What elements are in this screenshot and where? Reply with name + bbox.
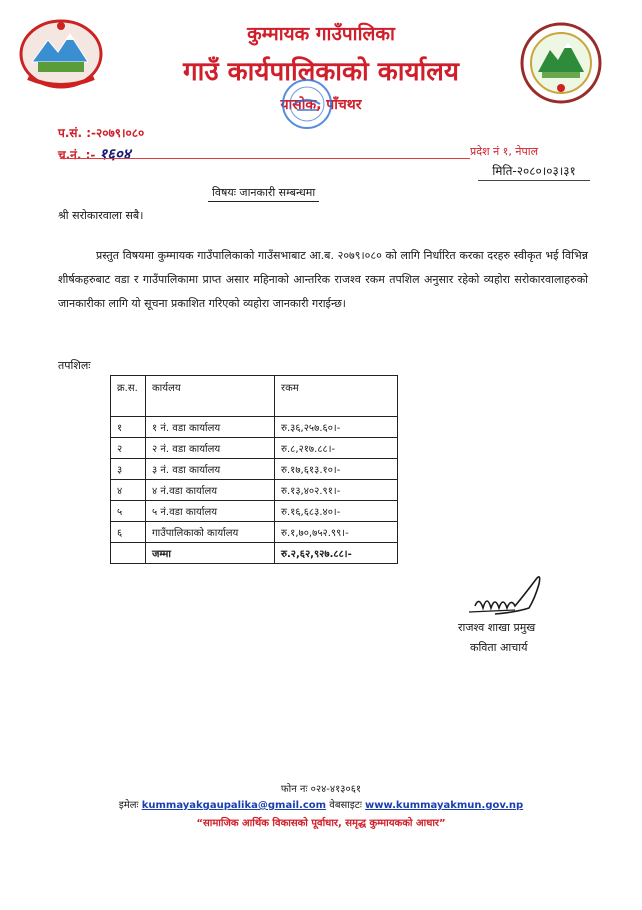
total-empty-cell (111, 543, 146, 564)
details-label: तपशिलः (58, 359, 91, 372)
serial-cell: ३ (111, 459, 146, 480)
footer-phone: फोन नः ०२४-४१३०६१ (280, 784, 362, 795)
column-header-serial: क्र.स. (111, 376, 146, 417)
office-cell: ३ नं. वडा कार्यालय (146, 459, 275, 480)
table-header-row (111, 376, 398, 417)
table-row (111, 459, 398, 480)
office-cell: १ नं. वडा कार्यालय (146, 417, 275, 438)
signatory-name: कविता आचार्य (470, 641, 528, 654)
letter-body: प्रस्तुत विषयमा कुम्मायक गाउँपालिकाको गाउँसभाबाट आ.ब. २०७९।०८० को लागि निर्धारित करका दरहरु स्वीकृत भई विभिन्न शीर्षकहरुबाट वडा र गाउँपालिकामा प्राप्त असार महिनाको आन्तरिक राजश्व रकम तपशिल अनुसार रहेको व्यहोरा सरोकारवालाहरुको जानकारीका लागि यो सूचना प्रकाशित गरिएको व्यहोरा जानकारी गराईन्छ। (58, 249, 588, 310)
signature-image (455, 572, 565, 622)
office-name: गाउँ कार्यपालिकाको कार्यालय (183, 57, 459, 87)
website-link[interactable]: www.kummayakmun.gov.np (365, 800, 524, 811)
serial-cell: १ (111, 417, 146, 438)
table-total-row (111, 543, 398, 564)
dispatch-label: च.नं. :- (58, 148, 96, 162)
serial-cell: ५ (111, 501, 146, 522)
letter-subject: विषयः जानकारी सम्बन्धमा (208, 185, 319, 202)
total-label-cell: जम्मा (146, 543, 275, 564)
signatory-title: राजश्व शाखा प्रमुख (458, 621, 536, 634)
revenue-table (110, 375, 398, 564)
amount-cell: रु.१६,६८३.४०।- (275, 501, 398, 522)
header-divider (60, 158, 470, 159)
email-link[interactable]: kummayakgaupalika@gmail.com (141, 800, 327, 811)
email-label: इमेलः (118, 800, 139, 811)
office-cell: गाउँपालिकाको कार्यालय (146, 522, 275, 543)
addressee: श्री सरोकारवाला सबै। (58, 209, 144, 222)
total-amount-cell: रु.२,६२,९२७.८८।- (275, 543, 398, 564)
municipality-logo-icon (520, 22, 602, 104)
serial-cell: ४ (111, 480, 146, 501)
table-row (111, 417, 398, 438)
office-stamp-icon (262, 78, 352, 130)
letter-date: मिति-२०८०।०३।३१ (478, 162, 590, 181)
office-cell: २ नं. वडा कार्यालय (146, 438, 275, 459)
dispatch-number (58, 144, 131, 164)
table-row (111, 480, 398, 501)
dispatch-handwritten-number: १६०४ (99, 145, 131, 163)
website-label: वेबसाइटः (329, 800, 362, 811)
letter-reference-number: प.सं. :-२०७९।०८० (58, 126, 145, 140)
province-label: प्रदेश नं १, नेपाल (470, 145, 539, 158)
serial-cell: २ (111, 438, 146, 459)
column-header-amount: रकम (275, 376, 398, 417)
table-row (111, 501, 398, 522)
office-cell: ४ नं.वडा कार्यालय (146, 480, 275, 501)
amount-cell: रु.३६,२५७.६०।- (275, 417, 398, 438)
office-cell: ५ नं.वडा कार्यालय (146, 501, 275, 522)
amount-cell: रु.१,७०,७५२.९९।- (275, 522, 398, 543)
footer-slogan: “सामाजिक आर्थिक विकासको पूर्वाधार, समृद्ध कुम्मायकको आधार” (196, 818, 446, 829)
table-row (111, 522, 398, 543)
column-header-office: कार्यलय (146, 376, 275, 417)
footer-contact (0, 797, 642, 811)
amount-cell: रु.१७,६१३.१०।- (275, 459, 398, 480)
municipality-name: कुम्मायक गाउँपालिका (247, 23, 395, 45)
table-row (111, 438, 398, 459)
serial-cell: ६ (111, 522, 146, 543)
amount-cell: रु.८,२१७.८८।- (275, 438, 398, 459)
amount-cell: रु.१३,४०२.९१।- (275, 480, 398, 501)
office-location: यासोक, पाँचथर (280, 97, 362, 113)
